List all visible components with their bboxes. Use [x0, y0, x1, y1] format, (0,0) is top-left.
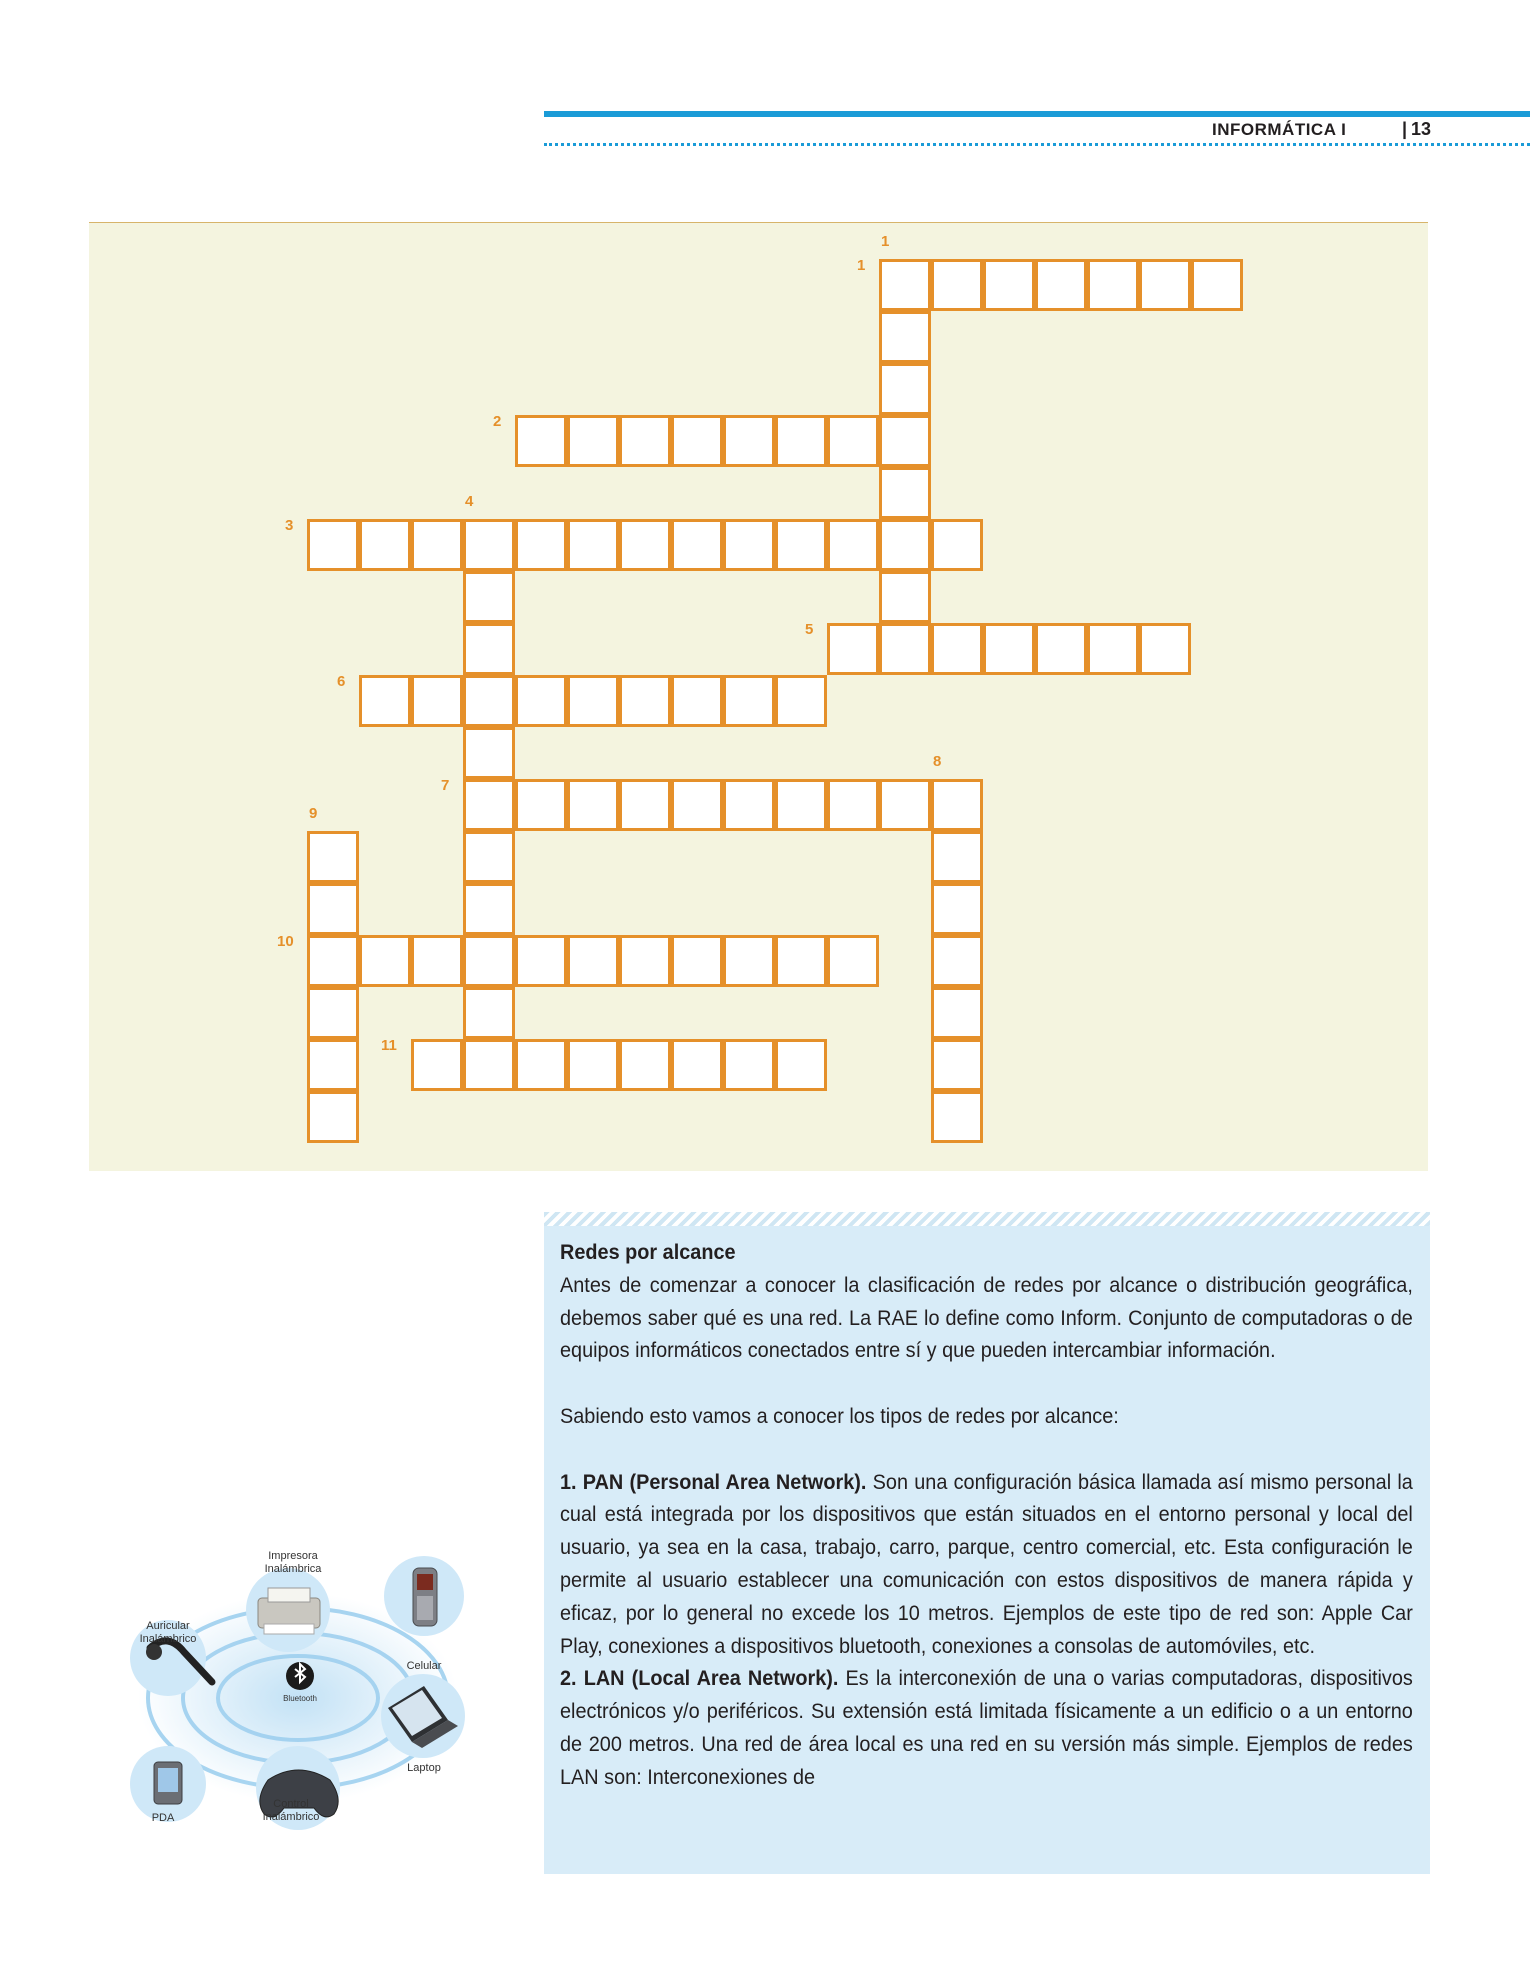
- clue-number: 2: [493, 413, 502, 430]
- controller-label: Control Inalámbrico: [262, 1798, 320, 1823]
- info-box-stripe: [544, 1212, 1430, 1226]
- crossword-cell[interactable]: [1087, 623, 1139, 675]
- crossword-cell[interactable]: [307, 935, 359, 987]
- crossword-cell[interactable]: [931, 935, 983, 987]
- clue-number: 5: [805, 621, 814, 638]
- lan-text: Es la interconexión de una o varias computadoras, dispositivos electrónicos y/o periféricos. Su extensión está limitada físicamente a un edificio o a un entorno de 200 metros. Una red de área local es una red en su versión más simple. Ejemplos de redes LAN son: Interconexiones de: [560, 1665, 1413, 1789]
- clue-number: 1: [881, 233, 890, 250]
- crossword-cell[interactable]: [879, 467, 931, 519]
- crossword-cell[interactable]: [723, 1039, 775, 1091]
- pan-title: 1. PAN (Personal Area Network).: [560, 1468, 867, 1494]
- bluetooth-icon: [286, 1662, 314, 1690]
- crossword-cell[interactable]: [567, 935, 619, 987]
- crossword-cell[interactable]: [671, 935, 723, 987]
- info-lan: [560, 1662, 1413, 1793]
- info-heading: Redes por alcance: [560, 1239, 736, 1264]
- crossword-cell[interactable]: [567, 779, 619, 831]
- crossword-cell[interactable]: [931, 1091, 983, 1143]
- headset-label: Auricular Inalámbrico: [139, 1620, 197, 1645]
- info-box: [544, 1226, 1430, 1874]
- crossword-cell[interactable]: [775, 1039, 827, 1091]
- crossword-cell[interactable]: [463, 519, 515, 571]
- crossword-cell[interactable]: [1191, 259, 1243, 311]
- crossword-cell[interactable]: [931, 259, 983, 311]
- crossword-cell[interactable]: [463, 779, 515, 831]
- crossword-cell[interactable]: [723, 779, 775, 831]
- crossword-cell[interactable]: [931, 1039, 983, 1091]
- pan-text: Son una configuración básica llamada así mismo personal la cual está integrada por los dispositivos que están situados en el entorno personal y local del usuario, ya sea en la casa, trabajo, carro, parque, centro comercial, etc. Esta configuración le permite al usuario establecer una comunicación con estos dispositivos de manera rápida y eficaz, por lo general no excede los 10 metros. Ejemplos de este tipo de red son: Apple Car Play, conexiones a dispositivos bluetooth, conexiones a consolas de automóviles, etc.: [560, 1468, 1413, 1658]
- crossword-cell[interactable]: [463, 935, 515, 987]
- crossword-cell[interactable]: [723, 675, 775, 727]
- crossword-cell[interactable]: [775, 935, 827, 987]
- crossword-cell[interactable]: [879, 623, 931, 675]
- crossword-panel: [89, 222, 1428, 1171]
- crossword-cell[interactable]: [1139, 623, 1191, 675]
- crossword-cell[interactable]: [307, 987, 359, 1039]
- crossword-cell[interactable]: [671, 779, 723, 831]
- crossword-cell[interactable]: [879, 415, 931, 467]
- crossword-cell[interactable]: [515, 519, 567, 571]
- header-title: INFORMÁTICA I: [1212, 120, 1347, 139]
- crossword-cell[interactable]: [827, 935, 879, 987]
- crossword-cell[interactable]: [307, 883, 359, 935]
- crossword-cell[interactable]: [307, 831, 359, 883]
- pda-icon: [154, 1762, 182, 1804]
- pda-label: PDA: [151, 1812, 175, 1824]
- crossword-cell[interactable]: [307, 1039, 359, 1091]
- clue-number: 8: [933, 753, 942, 770]
- crossword-cell[interactable]: [931, 779, 983, 831]
- cellphone-icon: [413, 1568, 437, 1626]
- crossword-cell[interactable]: [463, 675, 515, 727]
- crossword-cell[interactable]: [463, 1039, 515, 1091]
- crossword-cell[interactable]: [619, 779, 671, 831]
- crossword-cell[interactable]: [619, 415, 671, 467]
- crossword-cell[interactable]: [411, 1039, 463, 1091]
- crossword-cell[interactable]: [463, 623, 515, 675]
- crossword-cell[interactable]: [567, 675, 619, 727]
- crossword-cell[interactable]: [931, 831, 983, 883]
- crossword-cell[interactable]: [515, 675, 567, 727]
- crossword-cell[interactable]: [671, 675, 723, 727]
- info-pan: [560, 1466, 1413, 1663]
- crossword-cell[interactable]: [931, 987, 983, 1039]
- crossword-cell[interactable]: [619, 519, 671, 571]
- crossword-cell[interactable]: [1035, 259, 1087, 311]
- printer-label: Impresora Inalámbrica: [264, 1550, 322, 1575]
- crossword-cell[interactable]: [463, 987, 515, 1039]
- wireless-network-illustration: [128, 1548, 478, 1848]
- crossword-cell[interactable]: [411, 935, 463, 987]
- crossword-cell[interactable]: [879, 259, 931, 311]
- crossword-cell[interactable]: [307, 1091, 359, 1143]
- crossword-cell[interactable]: [671, 519, 723, 571]
- crossword-cell[interactable]: [775, 415, 827, 467]
- crossword-cell[interactable]: [879, 571, 931, 623]
- crossword-cell[interactable]: [827, 415, 879, 467]
- crossword-cell[interactable]: [931, 623, 983, 675]
- crossword-cell[interactable]: [307, 519, 359, 571]
- clue-number: 9: [309, 805, 318, 822]
- crossword-cell[interactable]: [723, 415, 775, 467]
- clue-number: 11: [381, 1037, 397, 1054]
- crossword-cell[interactable]: [515, 1039, 567, 1091]
- crossword-cell[interactable]: [463, 831, 515, 883]
- crossword-cell[interactable]: [671, 1039, 723, 1091]
- clue-number: 3: [285, 517, 294, 534]
- crossword-cell[interactable]: [463, 571, 515, 623]
- crossword-cell[interactable]: [1035, 623, 1087, 675]
- crossword-cell[interactable]: [463, 883, 515, 935]
- crossword-cell[interactable]: [411, 675, 463, 727]
- crossword-cell[interactable]: [723, 935, 775, 987]
- crossword-cell[interactable]: [775, 675, 827, 727]
- crossword-cell[interactable]: [827, 623, 879, 675]
- crossword-cell[interactable]: [723, 519, 775, 571]
- laptop-label: Laptop: [407, 1762, 441, 1774]
- header-dotted-rule: [544, 143, 1530, 146]
- bluetooth-label: Bluetooth: [283, 1694, 317, 1703]
- crossword-cell[interactable]: [359, 935, 411, 987]
- crossword-cell[interactable]: [879, 779, 931, 831]
- crossword-cell[interactable]: [515, 935, 567, 987]
- crossword-cell[interactable]: [879, 363, 931, 415]
- crossword-cell[interactable]: [931, 519, 983, 571]
- crossword-cell[interactable]: [671, 415, 723, 467]
- crossword-cell[interactable]: [983, 259, 1035, 311]
- crossword-cell[interactable]: [827, 519, 879, 571]
- crossword-cell[interactable]: [567, 519, 619, 571]
- crossword-cell[interactable]: [619, 935, 671, 987]
- clue-number: 1: [857, 257, 866, 274]
- page-number: | 13: [1402, 119, 1432, 139]
- crossword-cell[interactable]: [827, 779, 879, 831]
- clue-number: 7: [441, 777, 450, 794]
- crossword-cell[interactable]: [931, 883, 983, 935]
- crossword-cell[interactable]: [879, 311, 931, 363]
- crossword-cell[interactable]: [515, 415, 567, 467]
- crossword-cell[interactable]: [567, 415, 619, 467]
- crossword-cell[interactable]: [359, 519, 411, 571]
- info-intro: Antes de comenzar a conocer la clasificación de redes por alcance o distribución geográfica, debemos saber qué es una red. La RAE lo define como Inform. Conjunto de computadoras o de equipos informáticos conectados entre sí y que pueden intercambiar información.: [560, 1271, 1413, 1363]
- clue-number: 4: [465, 493, 474, 510]
- crossword-cell[interactable]: [515, 779, 567, 831]
- crossword-cell[interactable]: [1087, 259, 1139, 311]
- crossword-cell[interactable]: [775, 519, 827, 571]
- header-rule: [544, 111, 1530, 117]
- crossword-cell[interactable]: [411, 519, 463, 571]
- crossword-cell[interactable]: [567, 1039, 619, 1091]
- crossword-cell[interactable]: [983, 623, 1035, 675]
- crossword-cell[interactable]: [463, 727, 515, 779]
- phone-label: Celular: [406, 1660, 442, 1672]
- info-lead: Sabiendo esto vamos a conocer los tipos de redes por alcance:: [560, 1402, 1119, 1428]
- crossword-cell[interactable]: [1139, 259, 1191, 311]
- page-number-value: 13: [1411, 119, 1432, 139]
- clue-number: 10: [277, 933, 294, 950]
- crossword-cell[interactable]: [775, 779, 827, 831]
- crossword-cell[interactable]: [619, 675, 671, 727]
- info-text: [560, 1236, 1413, 1794]
- crossword-cell[interactable]: [879, 519, 931, 571]
- lan-title: 2. LAN (Local Area Network).: [560, 1665, 839, 1691]
- crossword-cell[interactable]: [619, 1039, 671, 1091]
- crossword-cell[interactable]: [359, 675, 411, 727]
- clue-number: 6: [337, 673, 346, 690]
